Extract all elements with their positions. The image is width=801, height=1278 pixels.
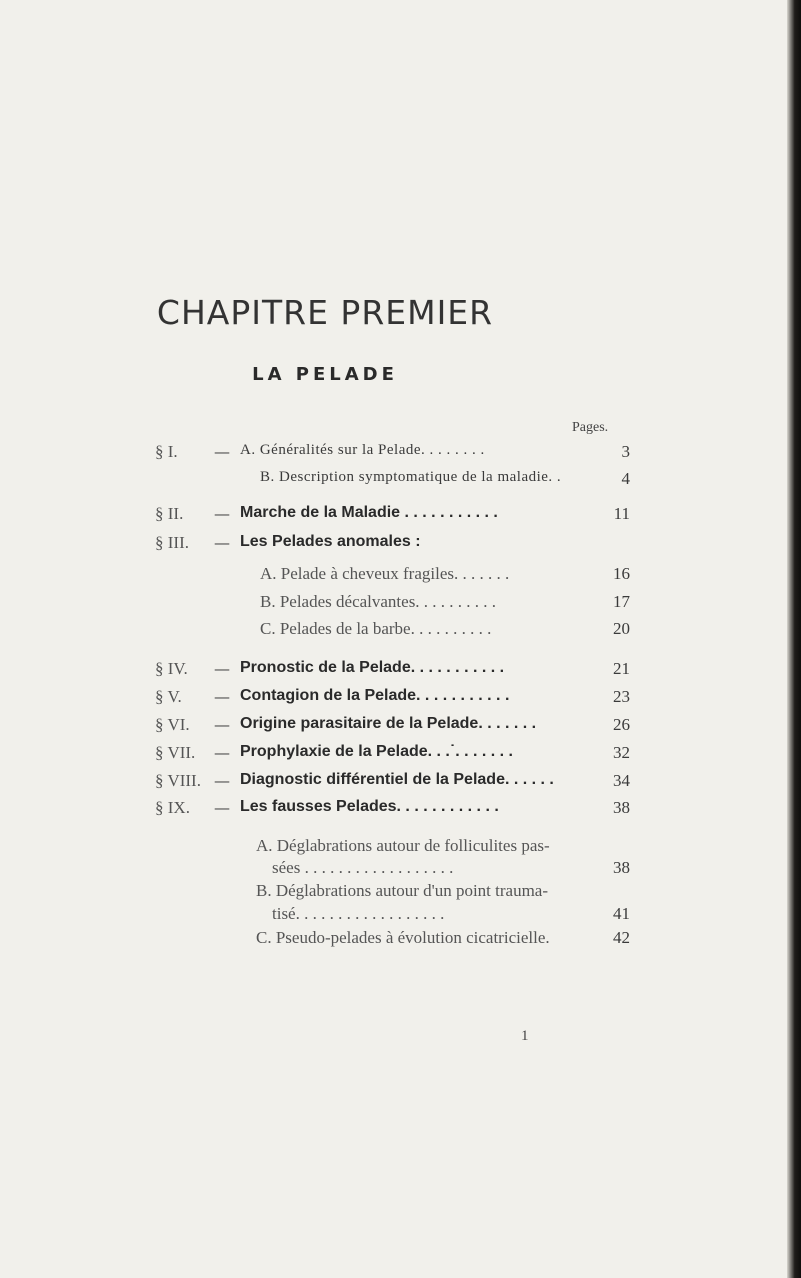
toc-entry-text: B. Déglabrations autour d'un point trauma- bbox=[256, 881, 548, 900]
toc-section-number: § VIII. bbox=[155, 771, 201, 790]
toc-page-number: 38 bbox=[613, 858, 630, 877]
toc-row bbox=[0, 469, 787, 493]
toc-row bbox=[0, 881, 787, 905]
toc-page-number: 41 bbox=[613, 904, 630, 923]
toc-page-number: 34 bbox=[613, 771, 630, 790]
toc-page-number: 4 bbox=[621, 469, 630, 488]
toc-row bbox=[0, 928, 787, 952]
toc-row bbox=[0, 659, 787, 683]
toc-entry-text: C. Pelades de la barbe. . . . . . . . . . bbox=[260, 619, 492, 638]
toc-dash: — bbox=[214, 659, 230, 678]
toc-dash: — bbox=[214, 715, 230, 734]
toc-section-number: § II. bbox=[155, 504, 184, 523]
toc-entry-text: B. Description symptomatique de la maladie. . bbox=[260, 469, 562, 485]
toc-row bbox=[0, 687, 787, 711]
toc-dash: — bbox=[214, 771, 230, 790]
toc-row bbox=[0, 715, 787, 739]
toc-entry-text: Les Pelades anomales : bbox=[240, 533, 421, 550]
toc-dash: — bbox=[214, 442, 230, 461]
chapter-title: CHAPITRE PREMIER bbox=[156, 293, 494, 332]
toc-row bbox=[0, 564, 787, 588]
toc-row bbox=[0, 619, 787, 643]
toc-section-number: § III. bbox=[155, 533, 189, 552]
toc-row bbox=[0, 904, 787, 928]
toc-entry-text: A. Déglabrations autour de folliculites pas- bbox=[256, 836, 550, 855]
toc-page-number: 32 bbox=[613, 743, 630, 762]
toc-row bbox=[0, 533, 787, 557]
pages-column-label: Pages. bbox=[572, 420, 609, 435]
toc-entry-text: A. Généralités sur la Pelade. . . . . . . . bbox=[240, 442, 485, 458]
toc-section-number: § V. bbox=[155, 687, 182, 706]
toc-section-number: § VI. bbox=[155, 715, 190, 734]
toc-section-number: § I. bbox=[155, 442, 178, 461]
toc-dash: — bbox=[214, 533, 230, 552]
toc-entry-text: sées . . . . . . . . . . . . . . . . . . bbox=[272, 858, 454, 877]
toc-row bbox=[0, 836, 787, 860]
toc-row bbox=[0, 743, 787, 767]
toc-entry-text: B. Pelades décalvantes. . . . . . . . . . bbox=[260, 592, 497, 611]
toc-page-number: 3 bbox=[621, 442, 630, 461]
toc-page-number: 11 bbox=[613, 504, 630, 523]
toc-row bbox=[0, 442, 787, 466]
toc-entry-text: Diagnostic différentiel de la Pelade. . . . . . bbox=[240, 771, 554, 788]
toc-page-number: 17 bbox=[613, 592, 630, 611]
toc-entry-text: Marche de la Maladie . . . . . . . . . . . bbox=[240, 504, 498, 521]
toc-page-number: 21 bbox=[613, 659, 630, 678]
toc-section-number: § IV. bbox=[155, 659, 188, 678]
toc-row bbox=[0, 771, 787, 795]
toc-page-number: 38 bbox=[613, 798, 630, 817]
page-number: 1 bbox=[521, 1028, 529, 1044]
toc-entry-text: tisé. . . . . . . . . . . . . . . . . . bbox=[272, 904, 445, 923]
toc-page-number: 42 bbox=[613, 928, 630, 947]
toc-row bbox=[0, 504, 787, 528]
toc-section-number: § VII. bbox=[155, 743, 196, 762]
toc-dash: — bbox=[214, 798, 230, 817]
toc-row bbox=[0, 798, 787, 822]
toc-dash: — bbox=[214, 504, 230, 523]
toc-entry-text: Pronostic de la Pelade. . . . . . . . . . . bbox=[240, 659, 505, 676]
toc-section-number: § IX. bbox=[155, 798, 190, 817]
toc-page-number: 23 bbox=[613, 687, 630, 706]
toc-entry-text: Prophylaxie de la Pelade. . .˙. . . . . . . bbox=[240, 743, 513, 760]
toc-page-number: 20 bbox=[613, 619, 630, 638]
toc-page-number: 16 bbox=[613, 564, 630, 583]
toc-row bbox=[0, 858, 787, 882]
toc-row bbox=[0, 592, 787, 616]
toc-dash: — bbox=[214, 743, 230, 762]
toc-entry-text: C. Pseudo-pelades à évolution cicatricielle. bbox=[256, 928, 550, 947]
toc-dash: — bbox=[214, 687, 230, 706]
toc-entry-text: Origine parasitaire de la Pelade. . . . . . . bbox=[240, 715, 537, 732]
toc-entry-text: A. Pelade à cheveux fragiles. . . . . . . bbox=[260, 564, 510, 583]
toc-entry-text: Contagion de la Pelade. . . . . . . . . . . bbox=[240, 687, 510, 704]
book-binding-edge bbox=[787, 0, 801, 1278]
chapter-subtitle: LA PELADE bbox=[252, 364, 398, 385]
toc-page-number: 26 bbox=[613, 715, 630, 734]
toc-entry-text: Les fausses Pelades. . . . . . . . . . . . bbox=[240, 798, 499, 815]
